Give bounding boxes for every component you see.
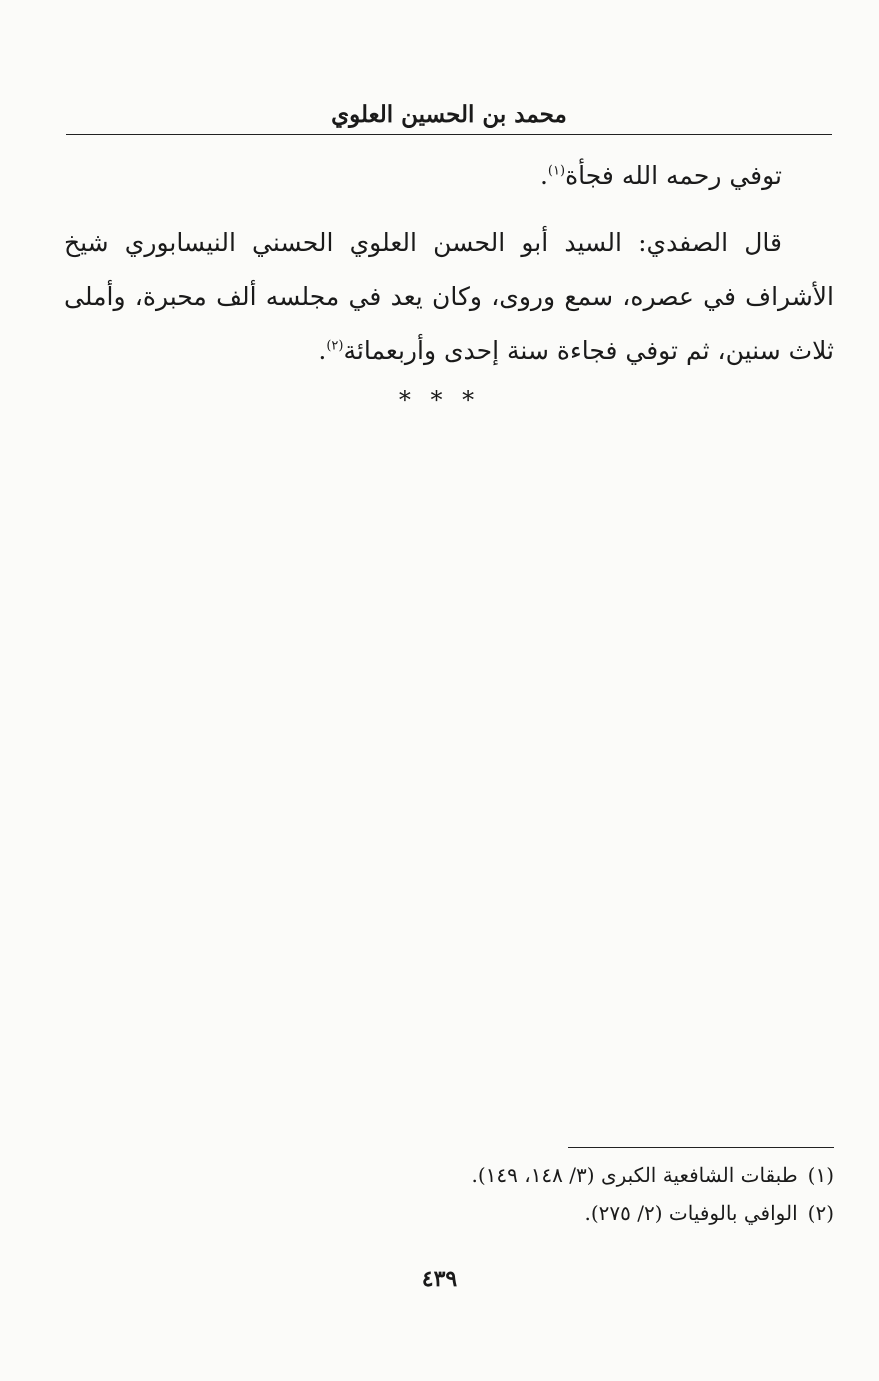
body-text (64, 152, 834, 378)
footnote-rule (568, 1147, 834, 1148)
footnote-1 (64, 1156, 834, 1194)
paragraph-1 (64, 152, 834, 200)
footnote-1-number: (١) (807, 1163, 834, 1187)
running-head: محمد بن الحسين العلوي (331, 101, 567, 128)
page-number: ٤٣٩ (421, 1266, 458, 1292)
paragraph-2-end: . (318, 336, 327, 365)
footnote-2 (64, 1194, 834, 1232)
footnote-ref-1[interactable]: (١) (547, 163, 566, 179)
footnotes (64, 1156, 834, 1232)
footnote-2-text: الوافي بالوفيات (٢/ ٢٧٥). (584, 1201, 798, 1225)
paragraph-1-end: . (539, 161, 548, 190)
footnote-2-number: (٢) (807, 1201, 834, 1225)
header-rule (66, 134, 832, 135)
paragraph-2 (64, 216, 834, 378)
section-separator: * * * (398, 386, 481, 414)
footnote-ref-2[interactable]: (٢) (326, 338, 344, 354)
footnote-1-text: طبقات الشافعية الكبرى (٣/ ١٤٨، ١٤٩). (471, 1163, 798, 1187)
paragraph-2-text: قال الصفدي: السيد أبو الحسن العلوي الحسني النيسابوري شيخ الأشراف في عصره، سمع وروى، وكان يعد في مجلسه ألف محبرة، وأملى ثلاث سنين، ثم توفي فجاءة سنة إحدى وأربعمائة (64, 228, 834, 365)
paragraph-1-text: توفي رحمه الله فجأة (565, 161, 782, 190)
